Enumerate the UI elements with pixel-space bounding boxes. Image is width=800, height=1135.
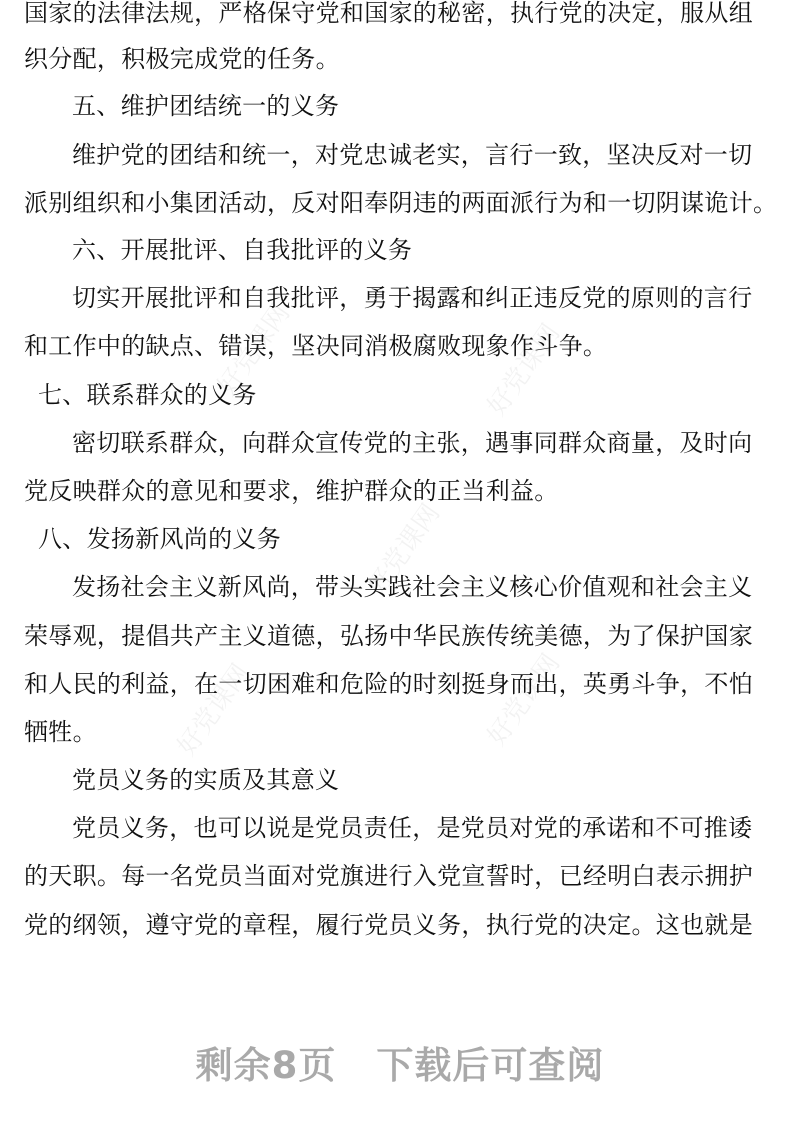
- text-line: 派别组织和小集团活动，反对阳奉阴违的两面派行为和一切阴谋诡计。: [24, 189, 778, 217]
- text-line: 的天职。每一名党员当面对党旗进行入党宣誓时，已经明白表示拥护: [24, 862, 753, 890]
- watermark: 好党课网: [171, 658, 257, 762]
- text-line: 和工作中的缺点、错误，坚决同消极腐败现象作斗争。: [24, 332, 608, 360]
- section-heading: 七、联系群众的义务: [38, 381, 257, 409]
- text-line: 和人民的利益，在一切困难和危险的时刻挺身而出，英勇斗争，不怕: [24, 670, 753, 698]
- text-line: 党员义务，也可以说是党员责任，是党员对党的承诺和不可推诿: [72, 814, 753, 842]
- watermark: 好党课网: [211, 298, 297, 402]
- text-line: 维护党的团结和统一，对党忠诚老实，言行一致，坚决反对一切: [72, 141, 753, 169]
- text-line: 国家的法律法规，严格保守党和国家的秘密，执行党的决定，服从组: [24, 0, 753, 27]
- remaining-pages-label: 剩余8页: [195, 1044, 337, 1087]
- text-line: 切实开展批评和自我批评，勇于揭露和纠正违反党的原则的言行: [72, 284, 753, 312]
- text-line: 牺牲。: [24, 718, 97, 746]
- watermark: 好党课网: [481, 318, 567, 422]
- text-line: 荣辱观，提倡共产主义道德，弘扬中华民族传统美德，为了保护国家: [24, 622, 753, 650]
- download-prompt[interactable]: [0, 1035, 800, 1089]
- text-line: 密切联系群众，向群众宣传党的主张，遇事同群众商量，及时向: [72, 429, 753, 457]
- section-heading: 党员义务的实质及其意义: [72, 766, 340, 794]
- section-heading: 六、开展批评、自我批评的义务: [72, 236, 413, 264]
- text-line: 发扬社会主义新风尚，带头实践社会主义核心价值观和社会主义: [72, 573, 753, 601]
- watermark: 好党课网: [481, 648, 567, 752]
- section-heading: 八、发扬新风尚的义务: [38, 525, 281, 553]
- text-line: 党的纲领，遵守党的章程，履行党员义务，执行党的决定。这也就是: [24, 911, 753, 939]
- text-line: 党反映群众的意见和要求，维护群众的正当利益。: [24, 477, 559, 505]
- download-label[interactable]: 下载后可查阅: [376, 1044, 605, 1087]
- text-line: 织分配，积极完成党的任务。: [24, 45, 340, 73]
- section-heading: 五、维护团结统一的义务: [72, 92, 340, 120]
- watermark: 好党课网: [361, 498, 447, 602]
